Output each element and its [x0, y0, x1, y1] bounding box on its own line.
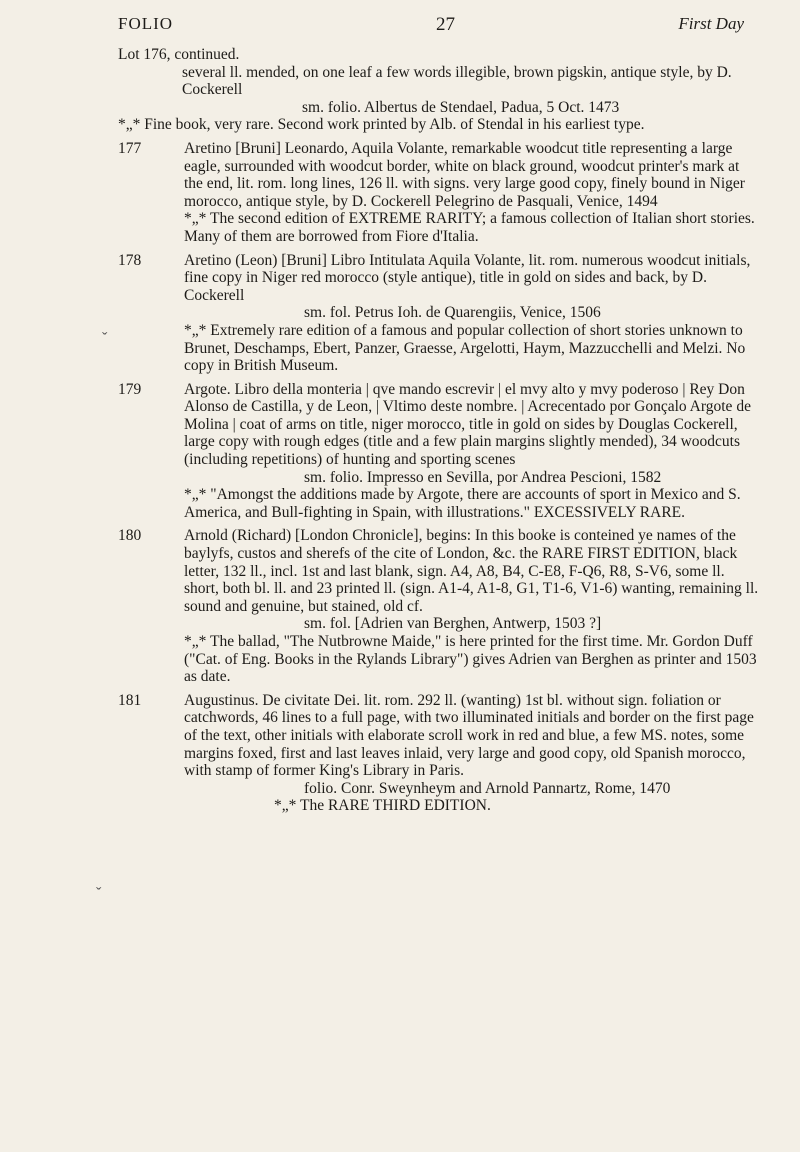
lot-180-description: Arnold (Richard) [London Chronicle], begins: In this booke is conteined ye names of the baylyfs, custos and sherefs of the cite of London, &c. the RARE FIRST EDITION, black letter, 132 ll., incl. 1st and last blank, sign. A4, A8, B4, C-E8, F-Q6, R8, S-V6, some ll. short, both bl. ll. and 23 printed ll. (sign. A1-4, A1-8, G1, T1-6, V1-6) wanting, remaining ll. sound and genuine, but stained, old cf.	[184, 527, 759, 615]
lot-179	[118, 381, 762, 522]
header-day: First Day	[678, 14, 744, 33]
lot-179-description: Argote. Libro della monteria | qve mando escrevir | el mvy alto y mvy poderoso | Rey Don Alonso de Castilla, y de Leon, | Vltimo deste nombre. | Acrecentado por Gonçalo Argote de Molina | coat of arms on title, niger morocco, title in gold on sides by Douglas Cockerell, large copy with rough edges (title and a few plain margins slightly mended), 34 woodcuts (including repetitions) of hunting and sporting scenes	[184, 380, 751, 469]
lot-180-note: *„* The ballad, "The Nutbrowne Maide," is here printed for the first time. Mr. Gordon Duff ("Cat. of Eng. Books in the Rylands Library") gives Adrien van Berghen as printer and 1503 as date.	[184, 633, 757, 686]
lot-178-description: Aretino (Leon) [Bruni] Libro Intitulata Aquila Volante, lit. rom. numerous woodcut initials, fine copy in Niger red morocco (style antique), title in gold on sides and back, by D. Cockerell	[184, 251, 751, 304]
lot-181-description: Augustinus. De civitate Dei. lit. rom. 292 ll. (wanting) 1st bl. without sign. foliation or catchwords, 46 lines to a full page, with two illuminated initials and border on the first page of the text, other initials with elaborate scroll work in red and blue, a few MS. notes, some margins foxed, first and last leaves inlaid, very large and good copy, old Spanish morocco, with stamp of former King's Library in Paris.	[184, 691, 754, 780]
page-number: 27	[436, 14, 455, 35]
lot-176-imprint: sm. folio. Albertus de Stendael, Padua, 5 Oct. 1473	[302, 98, 620, 116]
lot-179-note: *„* "Amongst the additions made by Argote, there are accounts of sport in Mexico and S. America, and Bull-fighting in Spain, with illustrations." EXCESSIVELY RARE.	[184, 486, 741, 521]
lot-181-note: *„* The RARE THIRD EDITION.	[274, 797, 491, 815]
lot-number: 180	[118, 527, 142, 545]
pencil-mark-icon: ˇ	[96, 885, 102, 902]
lot-176-continued	[118, 46, 762, 134]
lot-176-lead: Lot 176, continued.	[118, 46, 240, 63]
lot-176-note: *„* Fine book, very rare. Second work printed by Alb. of Stendal in his earliest type.	[118, 116, 645, 134]
lot-181-imprint: folio. Conr. Sweynheym and Arnold Pannartz, Rome, 1470	[304, 779, 671, 797]
lot-number: 179	[118, 380, 142, 398]
lot-number: 177	[118, 139, 142, 157]
lot-180	[118, 527, 762, 685]
lot-list	[118, 46, 762, 821]
lot-176-description: several ll. mended, on one leaf a few words illegible, brown pigskin, antique style, by D. Cockerell	[182, 63, 732, 99]
lot-178	[118, 252, 762, 375]
page-header	[118, 14, 744, 40]
lot-177-description: Aretino [Bruni] Leonardo, Aquila Volante, remarkable woodcut title representing a large eagle, surrounded with woodcut border, white on black ground, woodcut printer's mark at the end, lit. rom. long lines, 126 ll. with signs. very large good copy, finely bound in Niger morocco, antique style, by D. Cockerell Pelegrino de Pasquali, Venice, 1494	[184, 139, 745, 210]
header-format: FOLIO	[118, 14, 174, 33]
lot-180-imprint: sm. fol. [Adrien van Berghen, Antwerp, 1503 ?]	[304, 615, 602, 633]
lot-178-imprint: sm. fol. Petrus Ioh. de Quarengiis, Venice, 1506	[304, 304, 601, 322]
lot-179-imprint: sm. folio. Impresso en Sevilla, por Andrea Pescioni, 1582	[304, 468, 662, 486]
lot-number: 181	[118, 691, 142, 709]
lot-number: 178	[118, 251, 142, 269]
lot-177-note: *„* The second edition of EXTREME RARITY; a famous collection of Italian short stories. Many of them are borrowed from Fiore d'Italia.	[184, 210, 755, 245]
lot-181	[118, 692, 762, 815]
lot-177	[118, 140, 762, 246]
lot-178-note: *„* Extremely rare edition of a famous and popular collection of short stories unknown to Brunet, Deschamps, Ebert, Panzer, Graesse, Argelotti, Haym, Mazzucchelli and Melzi. No copy in British Museum.	[184, 321, 746, 375]
pencil-mark-icon: ˇ	[102, 330, 108, 347]
